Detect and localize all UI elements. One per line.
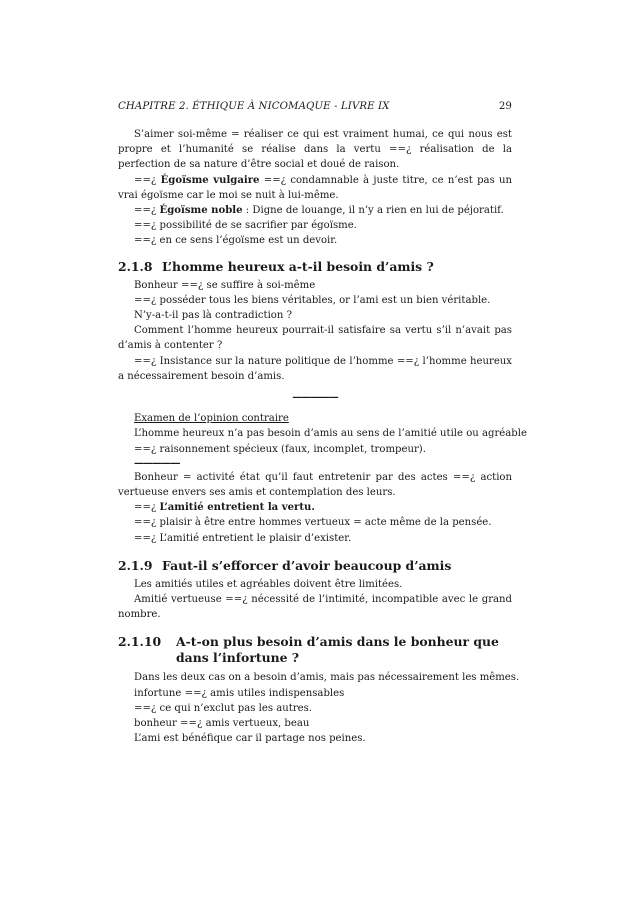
section-title: L’homme heureux a-t-il besoin d’amis ?	[162, 258, 434, 274]
text-run: ==¿	[134, 174, 161, 186]
section-number: 2.1.10	[118, 634, 162, 650]
section-heading	[118, 634, 512, 666]
paragraph: infortune ==¿ amis utiles indispensables	[134, 687, 345, 699]
text-run: : Digne de louange, il n’y a rien en lui de péjoratif.	[242, 205, 504, 217]
text-run: ==¿	[134, 502, 160, 514]
paragraph: S’aimer soi-même = réaliser ce qui est vraiment humai, ce qui nous est propre et l’humanité se réalise dans la vertu ==¿ réalisation de la perfection de sa nature d’être social et doué de raison.	[118, 129, 512, 171]
paragraph: ==¿ possibilité de se sacrifier par égoïsme.	[134, 220, 357, 232]
paragraph: ==¿ raisonnement spécieux (faux, incomplet, trompeur).	[134, 443, 426, 455]
bold-term: L’amitié entretient la vertu.	[159, 502, 315, 514]
paragraph: Bonheur = activité état qu’il faut entretenir par des actes ==¿ action vertueuse envers ses amis et contemplation des leurs.	[118, 471, 512, 499]
paragraph	[118, 173, 512, 203]
paragraph: L’ami est bénéfique car il partage nos peines.	[134, 733, 366, 745]
bold-term: Égoïsme noble	[159, 205, 243, 217]
paragraph: bonheur ==¿ amis vertueux, beau	[134, 718, 310, 730]
separator-rule: —————	[134, 457, 180, 469]
section-heading	[118, 558, 512, 574]
paragraph: ==¿ plaisir à être entre hommes vertueux = acte même de la pensée.	[134, 517, 492, 529]
section-number: 2.1.9	[118, 557, 153, 573]
paragraph: N’y-a-t-il pas là contradiction ?	[134, 310, 292, 322]
paragraph: Comment l’homme heureux pourrait-il satisfaire sa vertu s’il n’avait pas d’amis à contenter ?	[118, 325, 512, 352]
paragraph: ==¿ posséder tous les biens véritables, or l’ami est un bien véritable.	[134, 294, 491, 306]
paragraph: ==¿ ce qui n’exclut pas les autres.	[134, 702, 313, 714]
bold-term: Égoïsme vulgaire	[160, 174, 260, 186]
section-number: 2.1.8	[118, 258, 153, 274]
paragraph: Les amitiés utiles et agréables doivent être limitées.	[134, 578, 403, 590]
page-number: 29	[498, 101, 512, 112]
chapter-title: CHAPITRE 2. ÉTHIQUE À NICOMAQUE - LIVRE IX	[118, 101, 390, 112]
paragraph: ==¿ Insistance sur la nature politique de l’homme ==¿ l’homme heureux a nécessairement besoin d’amis.	[118, 355, 512, 382]
paragraph: Dans les deux cas on a besoin d’amis, mais pas nécessairement les mêmes.	[134, 672, 520, 684]
text-run: ==¿	[134, 205, 160, 217]
paragraph	[118, 203, 512, 218]
paragraph	[118, 500, 512, 515]
text-run: ==¿ condamnable à juste titre, ce n’est pas un vrai égoïsme car le moi se nuit à lui-même.	[118, 174, 513, 201]
subheading: Examen de l’opinion contraire	[134, 413, 289, 425]
separator-rule: —————	[292, 392, 338, 404]
paragraph: ==¿ L’amitié entretient le plaisir d’exister.	[134, 532, 352, 544]
page-body	[118, 127, 527, 747]
section-title: A-t-on plus besoin d’amis dans le bonheur que dans l’infortune ?	[176, 634, 499, 666]
section-heading	[118, 259, 512, 275]
section-title: Faut-il s’efforcer d’avoir beaucoup d’amis	[162, 557, 452, 573]
paragraph: ==¿ en ce sens l’égoïsme est un devoir.	[134, 235, 338, 247]
running-header	[118, 101, 512, 115]
paragraph: Bonheur ==¿ se suffire à soi-même	[134, 279, 316, 291]
paragraph: Amitié vertueuse ==¿ nécessité de l’intimité, incompatible avec le grand nombre.	[118, 594, 512, 621]
paragraph: L’homme heureux n’a pas besoin d’amis au sens de l’amitié utile ou agréable	[134, 428, 527, 440]
